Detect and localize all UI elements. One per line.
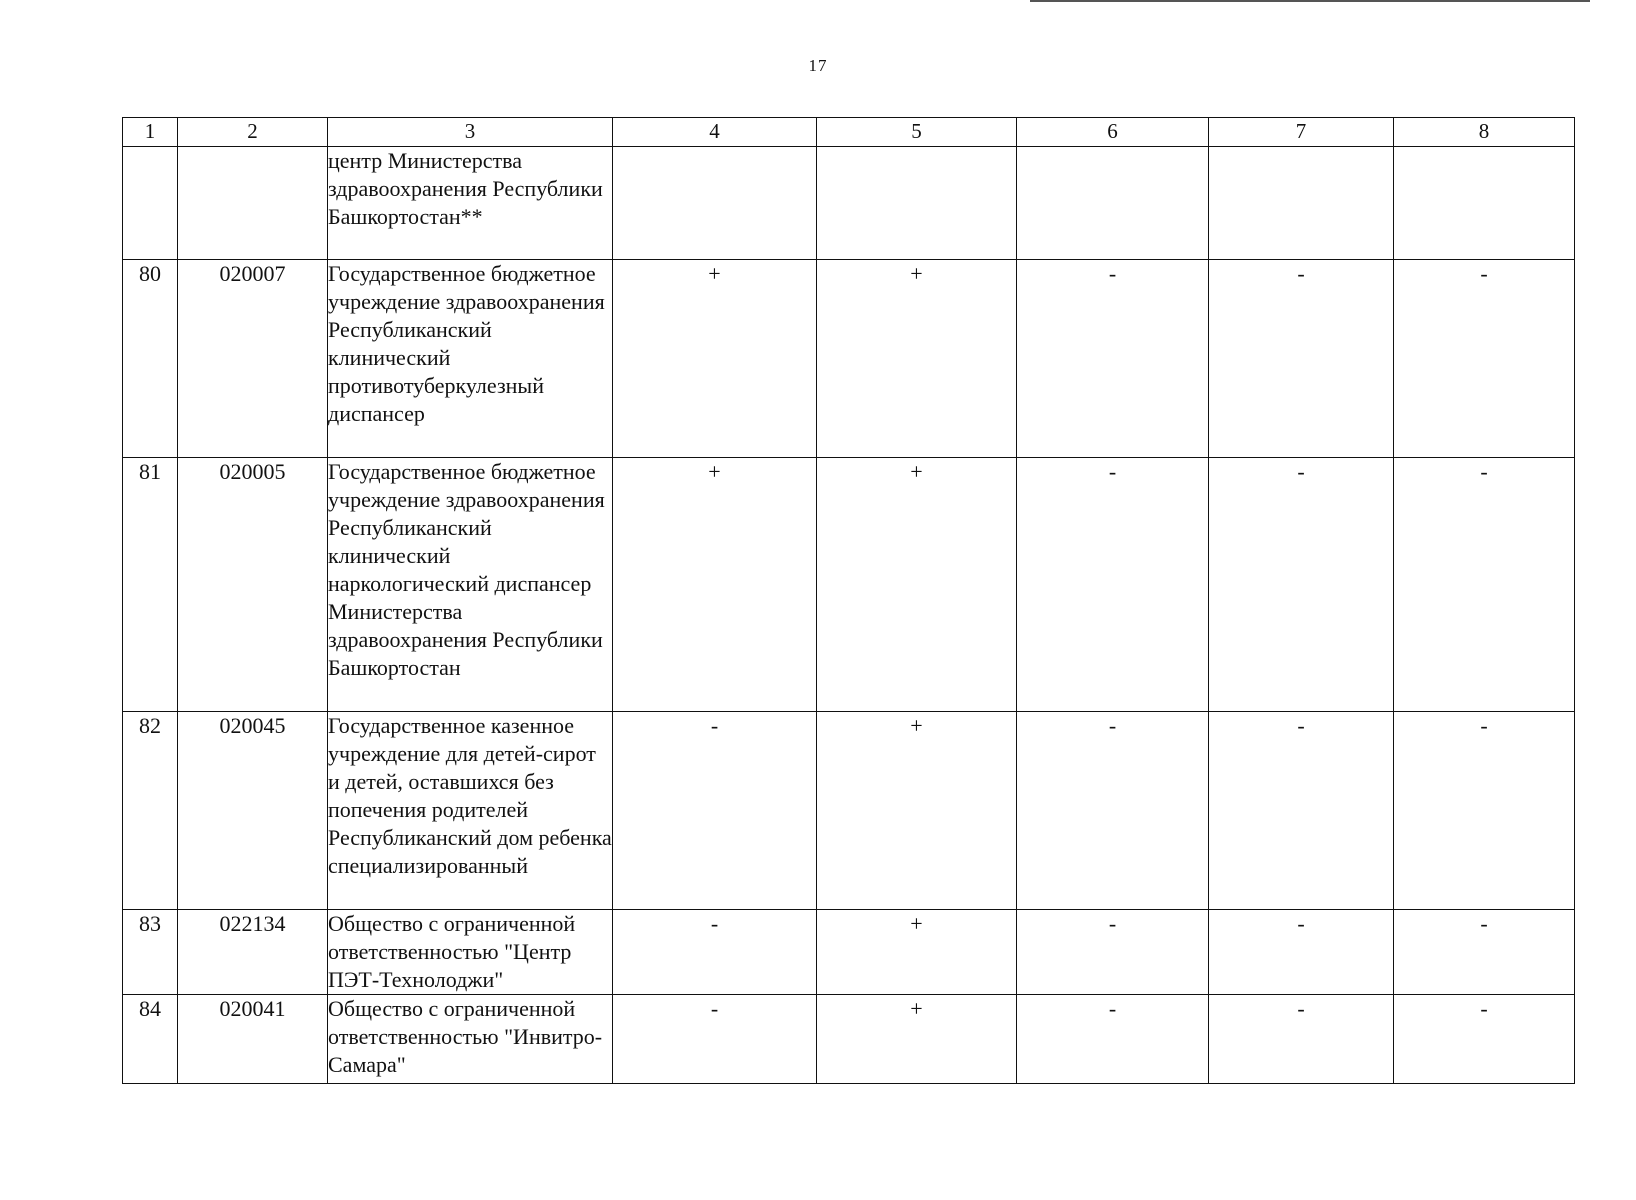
mark-cell-col4: - [613,910,817,995]
column-header: 1 [123,118,178,147]
table-row [123,147,1575,260]
row-number-cell: 81 [123,458,178,712]
mark-cell-col8: - [1394,910,1575,995]
registry-table [122,117,1575,1084]
mark-cell-col4: - [613,995,817,1084]
organization-name-cell: Государственное казенное учреждение для детей-сирот и детей, оставшихся без попечения родителей Республиканский дом ребенка специализированный [328,712,613,910]
row-number-cell: 82 [123,712,178,910]
row-number-cell: 84 [123,995,178,1084]
mark-cell-col5 [817,147,1017,260]
mark-cell-col8: - [1394,712,1575,910]
registry-code-cell: 020045 [178,712,328,910]
row-number-cell [123,147,178,260]
mark-cell-col6: - [1017,260,1209,458]
column-header: 7 [1209,118,1394,147]
mark-cell-col7: - [1209,995,1394,1084]
column-header: 4 [613,118,817,147]
registry-code-cell: 020041 [178,995,328,1084]
registry-code-cell [178,147,328,260]
mark-cell-col6 [1017,147,1209,260]
column-header: 3 [328,118,613,147]
mark-cell-col5: + [817,712,1017,910]
table-row [123,458,1575,712]
mark-cell-col6: - [1017,910,1209,995]
page-number: 17 [808,56,828,75]
column-header: 5 [817,118,1017,147]
top-edge-rule [1030,0,1590,2]
column-header: 6 [1017,118,1209,147]
organization-name-cell: Общество с ограниченной ответственностью "Центр ПЭТ-Технолоджи" [328,910,613,995]
column-header: 8 [1394,118,1575,147]
mark-cell-col6: - [1017,458,1209,712]
mark-cell-col8: - [1394,260,1575,458]
mark-cell-col5: + [817,260,1017,458]
mark-cell-col7: - [1209,910,1394,995]
row-number-cell: 80 [123,260,178,458]
column-header: 2 [178,118,328,147]
registry-code-cell: 020007 [178,260,328,458]
mark-cell-col4 [613,147,817,260]
mark-cell-col8 [1394,147,1575,260]
table-row [123,260,1575,458]
mark-cell-col7 [1209,147,1394,260]
mark-cell-col5: + [817,910,1017,995]
mark-cell-col8: - [1394,458,1575,712]
mark-cell-col7: - [1209,260,1394,458]
registry-code-cell: 022134 [178,910,328,995]
table-row [123,910,1575,995]
mark-cell-col7: - [1209,712,1394,910]
table-header-row [123,118,1575,147]
mark-cell-col5: + [817,995,1017,1084]
organization-name-cell: Государственное бюджетное учреждение здравоохранения Республиканский клинический наркологический диспансер Министерства здравоохранения Республики Башкортостан [328,458,613,712]
row-number-cell: 83 [123,910,178,995]
organization-name-cell: Государственное бюджетное учреждение здравоохранения Республиканский клинический противотуберкулезный диспансер [328,260,613,458]
mark-cell-col6: - [1017,712,1209,910]
registry-code-cell: 020005 [178,458,328,712]
mark-cell-col5: + [817,458,1017,712]
organization-name-cell: центр Министерства здравоохранения Республики Башкортостан** [328,147,613,260]
mark-cell-col7: - [1209,458,1394,712]
mark-cell-col6: - [1017,995,1209,1084]
mark-cell-col8: - [1394,995,1575,1084]
mark-cell-col4: + [613,260,817,458]
table-row [123,995,1575,1084]
table-row [123,712,1575,910]
mark-cell-col4: - [613,712,817,910]
mark-cell-col4: + [613,458,817,712]
organization-name-cell: Общество с ограниченной ответственностью "Инвитро-Самара" [328,995,613,1084]
